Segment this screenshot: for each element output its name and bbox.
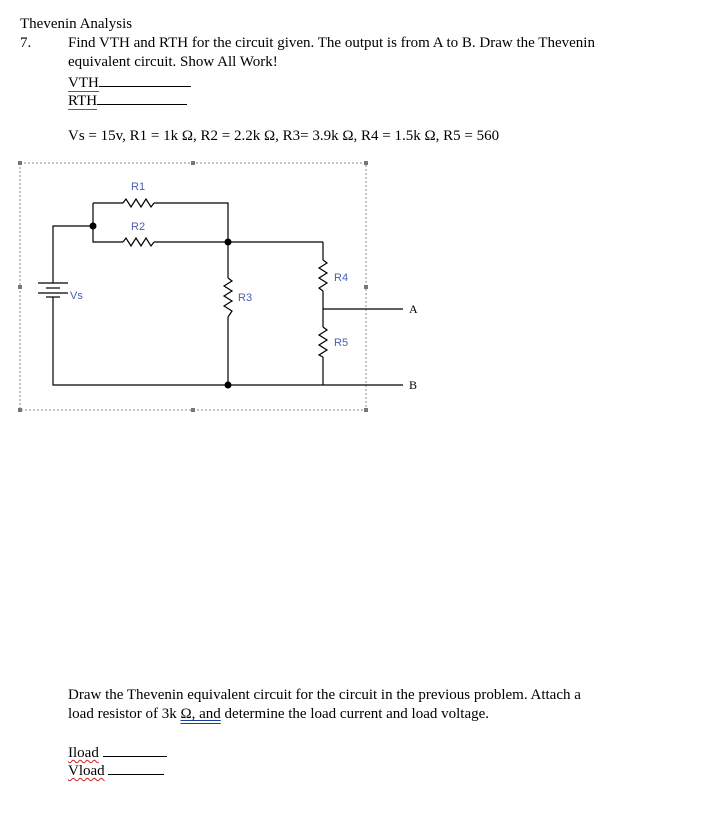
r4-resistor (319, 260, 327, 291)
r1-label: R1 (131, 181, 146, 193)
vload-label: Vload (68, 763, 105, 779)
r2-resistor (123, 238, 154, 246)
problem-number: 7. (20, 35, 32, 51)
selection-frame (18, 161, 368, 412)
line2-prefix: load resistor of 3k (68, 706, 181, 722)
r4-label: R4 (334, 272, 349, 284)
iload-answer-row (68, 742, 167, 762)
component-values: Vs = 15v, R1 = 1k Ω, R2 = 2.2k Ω, R3= 3.9k Ω, R4 = 1.5k Ω, R5 = 560 (68, 128, 500, 144)
r1-resistor (123, 199, 154, 207)
vth-label: VTH (68, 75, 99, 91)
vs-label: Vs (70, 290, 83, 302)
r2-label: R2 (131, 221, 146, 233)
iload-blank[interactable] (103, 742, 167, 757)
r3-label: R3 (238, 292, 253, 304)
problem-text-line2: equivalent circuit. Show All Work! (68, 54, 278, 70)
line2-suffix: determine the load current and load voltage. (220, 706, 490, 722)
second-problem-line2 (68, 705, 489, 723)
terminal-a-label: A (409, 302, 418, 316)
battery-vs (38, 283, 68, 297)
node-left (90, 223, 97, 230)
second-problem-line1: Draw the Thevenin equivalent circuit for the circuit in the previous problem. Attach a (68, 687, 581, 703)
problem-text-line1: Find VTH and RTH for the circuit given. The output is from A to B. Draw the Thevenin (68, 35, 595, 51)
terminal-b-label: B (409, 378, 418, 392)
wire-r1-r2-left (93, 203, 123, 242)
line2-link: Ω, and (180, 706, 221, 722)
r5-label: R5 (334, 337, 349, 349)
wire-r1-right (154, 203, 228, 242)
iload-label: Iload (68, 745, 99, 761)
rth-label: RTH (68, 93, 98, 109)
vload-answer-row (68, 760, 164, 780)
r5-resistor (319, 327, 327, 357)
vload-blank[interactable] (108, 760, 164, 775)
page-title: Thevenin Analysis (20, 16, 133, 32)
wire-source-top (53, 226, 93, 283)
node-top (225, 239, 232, 246)
r3-resistor (224, 278, 232, 317)
node-bottom (225, 382, 232, 389)
